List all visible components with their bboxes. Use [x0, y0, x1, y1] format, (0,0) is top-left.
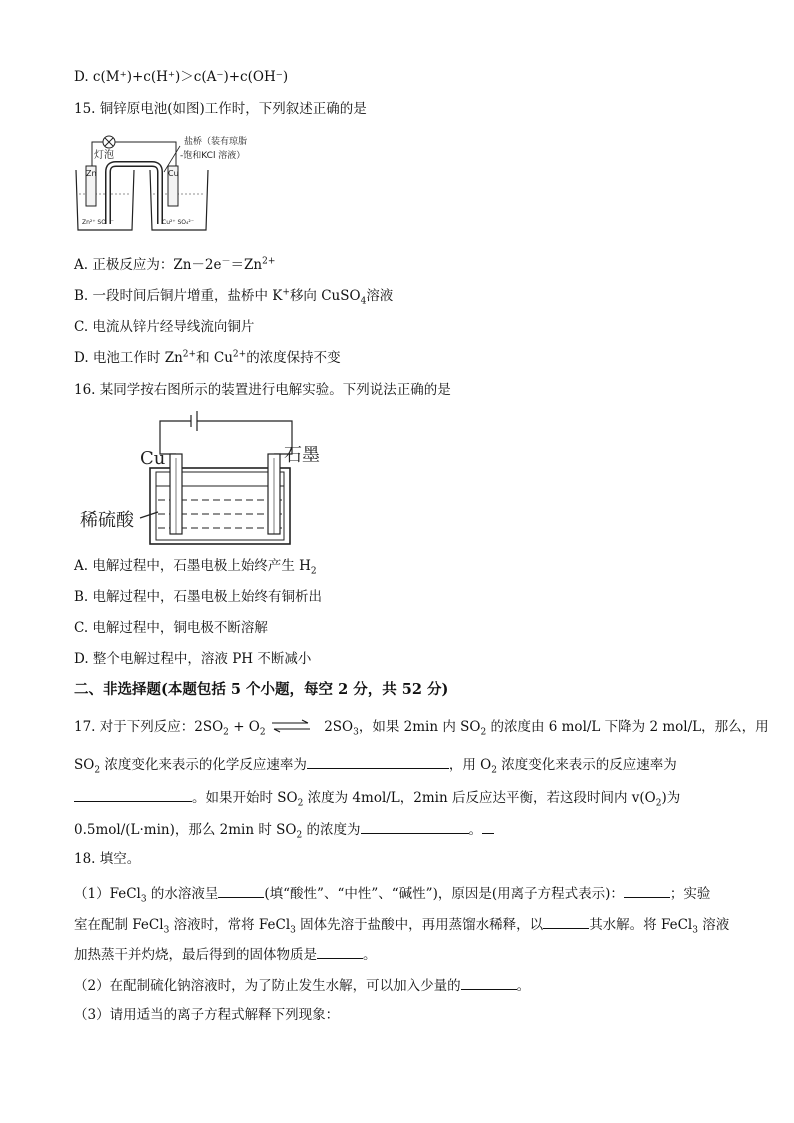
q18-title: 18. 填空。 [74, 851, 141, 867]
left-ion-label: Zn²⁺ SO₄²⁻ [82, 219, 114, 226]
cu-electrode-label: Cu [168, 169, 179, 178]
q16-option-d: D. 整个电解过程中，溶液 PH 不断减小 [74, 651, 312, 667]
dilute-sulfuric-acid-label: 稀硫酸 [80, 510, 134, 531]
salt-bridge-label-1: 盐桥（装有琼脂 [184, 137, 248, 147]
q18-part1-line2: 室在配制 FeCl$_3$ 溶液时，常将 FeCl$_3$ 固体先溶于盐酸中，再用蒸馏水稀释，以 其水解。将 FeCl$_3$ 溶液 [74, 914, 729, 934]
q17-line-4: 0.5mol/(L·min)，那么 2min 时 $SO_2$ 的浓度为 。 [74, 819, 494, 839]
q18-part1-line3: 加热蒸干并灼烧，最后得到的固体物质是 。 [74, 944, 377, 964]
equilibrium-arrow-icon [270, 719, 312, 733]
q15-option-b: B. 一段时间后铜片增重，盐桥中 K+移向 CuSO$_4$溶液 [74, 287, 394, 307]
section-2-heading: 二、非选择题(本题包括 5 个小题，每空 2 分，共 52 分) [74, 681, 449, 698]
q17-line-1: 17. 对于下列反应：$2SO_2 + O_2$ $2SO_3$，如果 2min 内 $SO_2$ 的浓度由 6 mol/L 下降为 2 mol/L，那么，用 [74, 719, 769, 738]
q18-blank-1[interactable] [218, 883, 264, 898]
q18-blank-3[interactable] [543, 914, 589, 929]
q18-blank-2[interactable] [624, 883, 670, 898]
q18-part2: （2）在配制硫化钠溶液时，为了防止发生水解，可以加入少量的 。 [74, 975, 530, 995]
cu-label: Cu [140, 448, 166, 469]
q17-answer-blank-3[interactable] [361, 819, 469, 834]
q18-blank-4[interactable] [317, 944, 363, 959]
graphite-label: 石墨 [284, 445, 320, 466]
q18-part1-line1: （1）FeCl$_3$ 的水溶液呈 (填“酸性”、“中性”、“碱性”)，原因是(用离子方程式表示)： ；实验 [74, 883, 710, 903]
lamp-label: 灯泡 [94, 150, 114, 161]
q17-line-3: 。如果开始时 $SO_2$ 浓度为 4mol/L，2min 后反应达平衡，若这段时间内 $v(O_2)$为 [74, 787, 680, 807]
q17-answer-blank-2[interactable] [74, 787, 192, 802]
q17-line-2: $SO_2$ 浓度变化来表示的化学反应速率为 ，用 $O_2$ 浓度变化来表示的反应速率为 [74, 754, 677, 774]
q14-option-d: D. c(M⁺)+c(H⁺)＞c(A⁻)+c(OH⁻) [74, 69, 289, 85]
q15-option-c: C. 电流从锌片经导线流向铜片 [74, 319, 255, 335]
q16-option-b: B. 电解过程中，石墨电极上始终有铜析出 [74, 589, 323, 605]
q16-option-a: A. 电解过程中，石墨电极上始终产生 $H_2$ [74, 558, 317, 577]
q15-option-a: A. 正极反应为：$Zn-2e^-=Zn^{2+}$ [74, 256, 276, 273]
q15-option-d: D. 电池工作时 $Zn^{2+}$和 $Cu^{2+}$的浓度保持不变 [74, 349, 341, 366]
electrolysis-figure [74, 406, 334, 546]
q16-option-c: C. 电解过程中，铜电极不断溶解 [74, 620, 268, 636]
right-ion-label: Cu²⁺ SO₄²⁻ [162, 219, 194, 226]
q18-blank-5[interactable] [461, 975, 517, 990]
zn-electrode-label: Zn [86, 169, 97, 178]
q15-stem: 15. 铜锌原电池(如图)工作时，下列叙述正确的是 [74, 101, 367, 117]
salt-bridge-label-2: -饱和KCl 溶液） [180, 151, 246, 161]
q18-part3: （3）请用适当的离子方程式解释下列现象： [74, 1007, 340, 1023]
q17-answer-blank-1[interactable] [307, 754, 449, 769]
galvanic-cell-figure [72, 132, 272, 234]
q16-stem: 16. 某同学按右图所示的装置进行电解实验。下列说法正确的是 [74, 382, 451, 398]
